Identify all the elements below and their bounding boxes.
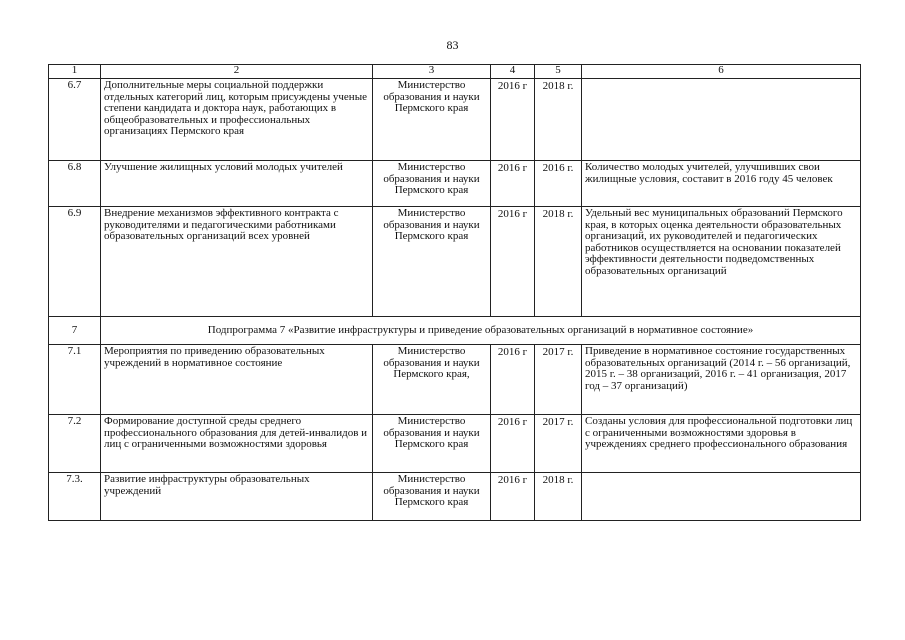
result-cell: Удельный вес муниципальных образований Пермского края, в которых оценка деятельности образовательных организаций, их руководителей и педагогических работников осуществляется на основании показателей эффективности деятельности подведомственных образовательных организаций xyxy=(582,207,861,317)
subprogram-title: Подпрограмма 7 «Развитие инфраструктуры и приведение образовательных организаций в нормативное состояние» xyxy=(101,317,861,345)
table-row xyxy=(49,161,861,207)
row-number: 7.2 xyxy=(49,415,101,473)
subprogram-number: 7 xyxy=(49,317,101,345)
end-year-cell: 2016 г. xyxy=(535,161,582,207)
measure-cell: Внедрение механизмов эффективного контракта с руководителями и педагогическими работниками образовательных организаций всех уровней xyxy=(101,207,373,317)
table-row xyxy=(49,345,861,415)
end-year-cell: 2018 г. xyxy=(535,473,582,521)
result-cell: Созданы условия для профессиональной подготовки лиц с ограниченными возможностями здоровья в учреждениях среднего профессионального образования xyxy=(582,415,861,473)
start-year-cell: 2016 г xyxy=(491,415,535,473)
start-year-cell: 2016 г xyxy=(491,79,535,161)
header-cell: 5 xyxy=(535,65,582,79)
row-number: 6.8 xyxy=(49,161,101,207)
executor-cell: Министерство образования и науки Пермского края xyxy=(373,207,491,317)
table-header-row xyxy=(49,65,861,79)
table-row xyxy=(49,415,861,473)
table-row xyxy=(49,79,861,161)
end-year-cell: 2017 г. xyxy=(535,345,582,415)
row-number: 7.1 xyxy=(49,345,101,415)
result-cell xyxy=(582,473,861,521)
start-year-cell: 2016 г xyxy=(491,473,535,521)
program-table xyxy=(48,64,861,521)
row-number: 6.7 xyxy=(49,79,101,161)
result-cell xyxy=(582,79,861,161)
measure-cell: Развитие инфраструктуры образовательных учреждений xyxy=(101,473,373,521)
executor-cell: Министерство образования и науки Пермского края xyxy=(373,161,491,207)
row-number: 7.3. xyxy=(49,473,101,521)
executor-cell: Министерство образования и науки Пермского края xyxy=(373,415,491,473)
header-cell: 6 xyxy=(582,65,861,79)
header-cell: 3 xyxy=(373,65,491,79)
executor-cell: Министерство образования и науки Пермского края, xyxy=(373,345,491,415)
measure-cell: Дополнительные меры социальной поддержки отдельных категорий лиц, которым присуждены ученые степени кандидата и доктора наук, работающих в общеобразовательных и профессиональных организациях Пермского края xyxy=(101,79,373,161)
start-year-cell: 2016 г xyxy=(491,207,535,317)
header-cell: 2 xyxy=(101,65,373,79)
measure-cell: Формирование доступной среды среднего профессионального образования для детей-инвалидов и лиц с ограниченными возможностями здоровья xyxy=(101,415,373,473)
row-number: 6.9 xyxy=(49,207,101,317)
result-cell: Количество молодых учителей, улучшивших свои жилищные условия, составит в 2016 году 45 человек xyxy=(582,161,861,207)
subprogram-row xyxy=(49,317,861,345)
executor-cell: Министерство образования и науки Пермского края xyxy=(373,79,491,161)
result-cell: Приведение в нормативное состояние государственных образовательных организаций (2014 г. – 56 организаций, 2015 г. – 38 организаций, 2016 г. – 41 организация, 2017 год – 37 организаций) xyxy=(582,345,861,415)
end-year-cell: 2018 г. xyxy=(535,207,582,317)
start-year-cell: 2016 г xyxy=(491,161,535,207)
end-year-cell: 2017 г. xyxy=(535,415,582,473)
header-cell: 1 xyxy=(49,65,101,79)
header-cell: 4 xyxy=(491,65,535,79)
end-year-cell: 2018 г. xyxy=(535,79,582,161)
measure-cell: Мероприятия по приведению образовательных учреждений в нормативное состояние xyxy=(101,345,373,415)
table-row xyxy=(49,207,861,317)
page-number: 83 xyxy=(446,38,459,52)
measure-cell: Улучшение жилищных условий молодых учителей xyxy=(101,161,373,207)
start-year-cell: 2016 г xyxy=(491,345,535,415)
table-row xyxy=(49,473,861,521)
executor-cell: Министерство образования и науки Пермского края xyxy=(373,473,491,521)
